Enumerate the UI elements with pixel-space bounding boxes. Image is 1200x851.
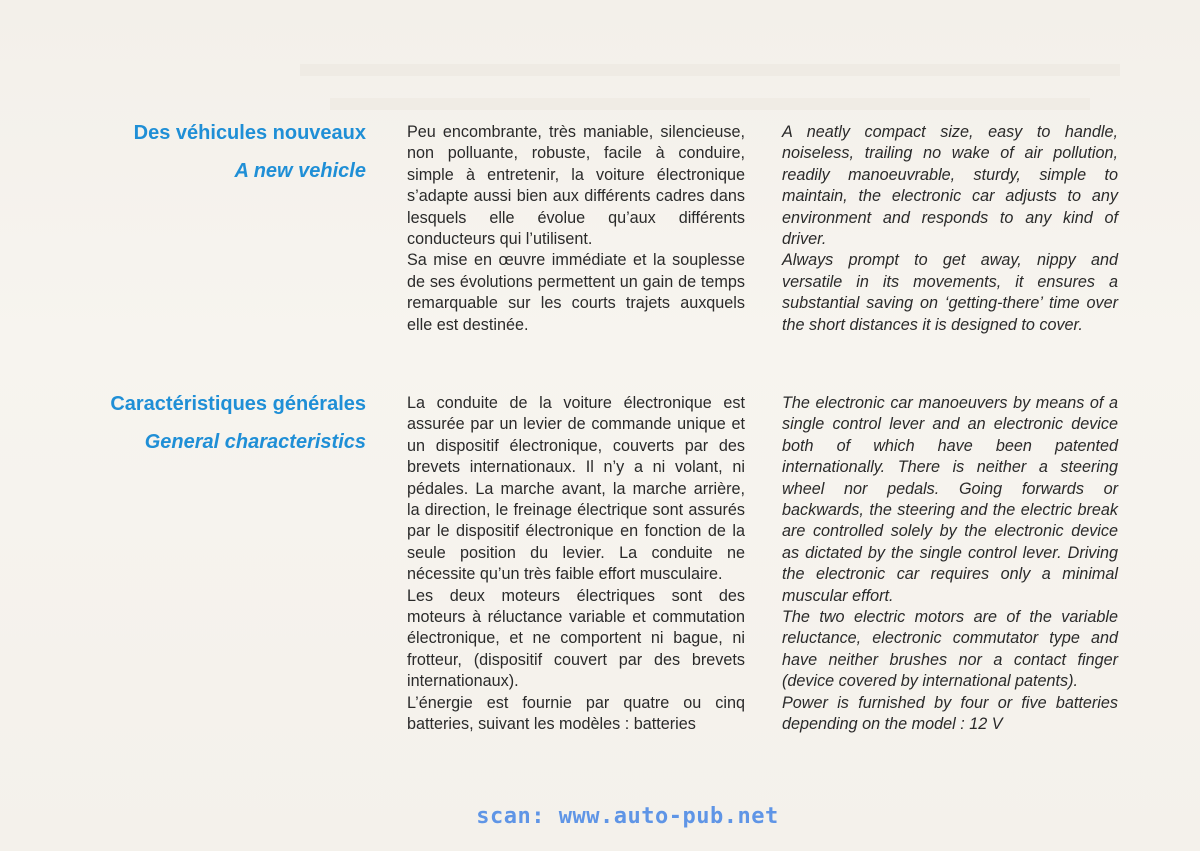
section-heading-en: General characteristics xyxy=(144,431,366,453)
bleed-through-line xyxy=(300,64,1120,76)
paragraph: Always prompt to get away, nippy and versatile in its movements, it ensures a substantial saving on ‘getting-there’ time over the short distances it is designed to cover. xyxy=(782,251,1118,334)
paragraph: The two electric motors are of the variable reluctance, electronic commutator type and have neither brushes nor a contact finger (device covered by international patents). xyxy=(782,608,1118,691)
section-heading-fr: Des véhicules nouveaux xyxy=(133,122,366,144)
english-column xyxy=(782,393,1118,736)
paragraph: Power is furnished by four or five batteries depending on the model : 12 V xyxy=(782,693,1118,734)
paragraph: Les deux moteurs électriques sont des moteurs à réluctance variable et commutation électronique, et ne comportent ni bague, ni frotteur, (dispositif couvert par des brevets internationaux). xyxy=(407,586,745,691)
french-column xyxy=(407,393,745,736)
paragraph: Sa mise en œuvre immédiate et la souplesse de ses évolutions permettent un gain de temps remarquable sur les courts trajets auxquels elle est destinée. xyxy=(407,251,745,334)
paragraph: Peu encombrante, très maniable, silencieuse, non polluante, robuste, facile à conduire, simple à entretenir, la voiture électronique s’adapte aussi bien aux différents cadres dans lesquels elle évolue qu’aux différents conducteurs qui l’utilisent. xyxy=(407,123,745,249)
paragraph: A neatly compact size, easy to handle, noiseless, trailing no wake of air pollution, readily manoeuvrable, sturdy, simple to maintain, the electronic car adjusts to any environment and responds to any kind of driver. xyxy=(782,123,1118,249)
english-column xyxy=(782,122,1118,336)
paragraph: La conduite de la voiture électronique est assurée par un levier de commande unique et un dispositif électronique, couverts par des brevets internationaux. Il n’y a ni volant, ni pédales. La marche avant, la marche arrière, la direction, le freinage électrique sont assurés par le dispositif électronique en fonction de la seule position du levier. La conduite ne nécessite qu’un très faible effort musculaire. xyxy=(407,394,745,584)
scan-watermark: scan: www.auto-pub.net xyxy=(476,804,779,829)
section-heading-fr: Caractéristiques générales xyxy=(110,393,366,415)
bleed-through-line xyxy=(330,98,1090,110)
french-column xyxy=(407,122,745,336)
paragraph: The electronic car manoeuvers by means of a single control lever and an electronic device both of which have been patented internationally. There is neither a steering wheel nor pedals. Going forwards or backwards, the steering and the electric break are controlled solely by the electronic device as dictated by the single control lever. Driving the electronic car requires only a minimal muscular effort. xyxy=(782,394,1118,605)
paragraph: L’énergie est fournie par quatre ou cinq batteries, suivant les modèles : batteries xyxy=(407,693,745,734)
section-heading-en: A new vehicle xyxy=(234,160,366,182)
